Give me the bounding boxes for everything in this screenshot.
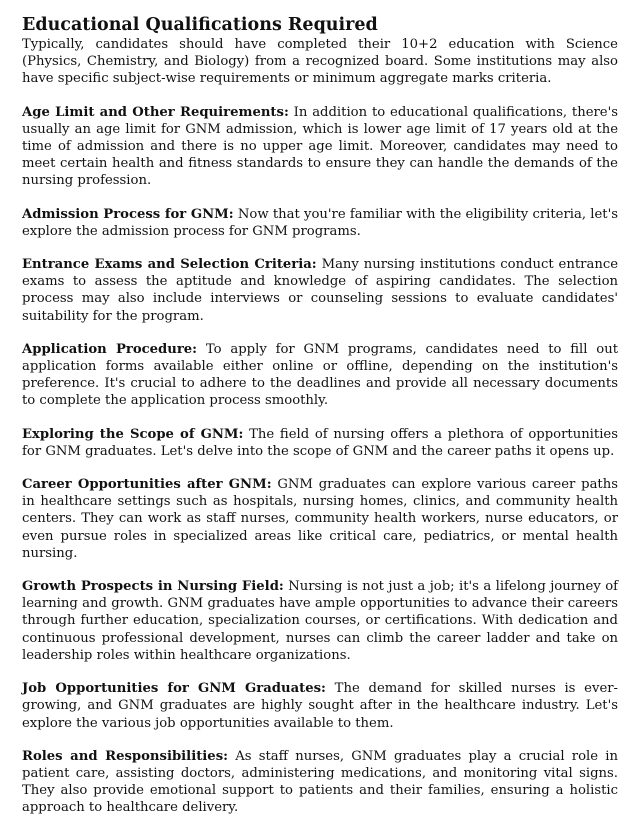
paragraph-heading: Roles and Responsibilities: [22, 748, 228, 764]
paragraph-heading: Job Opportunities for GNM Graduates: [22, 681, 326, 697]
paragraph-educational-qualifications [22, 36, 618, 88]
paragraph-growth-prospects [22, 578, 618, 664]
paragraph-age-limit [22, 104, 618, 190]
paragraph-heading: Career Opportunities after GNM: [22, 477, 272, 493]
paragraph-text: Now that you're familiar with the eligibility criteria, let's explore the admission process for GNM programs. [22, 206, 618, 239]
paragraph-scope-of-gnm [22, 426, 618, 460]
paragraph-job-opportunities [22, 680, 618, 732]
paragraph-text: The demand for skilled nurses is ever-growing, and GNM graduates are highly sought after in the healthcare industry. Let's explore the various job opportunities available to them. [22, 681, 619, 731]
paragraph-roles-responsibilities [22, 748, 618, 817]
paragraph-application-procedure [22, 341, 618, 410]
paragraph-text: As staff nurses, GNM graduates play a crucial role in patient care, assisting doctors, administering medications, and monitoring vital signs. They also provide emotional support to patients and their families, ensuring a holistic approach to healthcare delivery. [22, 748, 618, 816]
paragraph-text: GNM graduates can explore various career paths in healthcare settings such as hospitals, nursing homes, clinics, and community health centers. They can work as staff nurses, community health workers, nurse educators, or even pursue roles in specialized areas like critical care, pediatrics, or mental health nursing. [22, 477, 618, 561]
paragraph-text: Many nursing institutions conduct entrance exams to assess the aptitude and knowledge of aspiring candidates. The selection process may also include interviews or counseling sessions to evaluate candidates' suitability for the program. [22, 257, 619, 324]
paragraph-text: To apply for GNM programs, candidates need to fill out application forms available either online or offline, depending on the institution's preference. It's crucial to adhere to the deadlines and provide all necessary documents to complete the application process smoothly. [22, 341, 618, 409]
paragraph-heading: Age Limit and Other Requirements: [22, 104, 289, 120]
paragraph-heading: Entrance Exams and Selection Criteria: [22, 257, 317, 273]
paragraph-text: Typically, candidates should have completed their 10+2 education with Science (Physics, Chemistry, and Biology) from a recognized board. Some institutions may also have specific subject-wise requirements or minimum aggregate marks criteria. [22, 37, 618, 87]
paragraph-entrance-exams [22, 256, 618, 325]
paragraph-text: In addition to educational qualifications, there's usually an age limit for GNM admission, which is lower age limit of 17 years old at the time of admission and there is no upper age limit. Moreover, candidates may need to meet certain health and fitness standards to ensure they can handle the demands of the nursing profession. [22, 104, 618, 189]
page-title: Educational Qualifications Required [22, 15, 378, 35]
paragraph-heading: Admission Process for GNM: [22, 206, 234, 222]
paragraph-heading: Growth Prospects in Nursing Field: [22, 579, 284, 595]
paragraph-career-opportunities [22, 476, 618, 562]
paragraph-text: Nursing is not just a job; it's a lifelong journey of learning and growth. GNM graduates have ample opportunities to advance their careers through further education, specialization courses, or certifications. With dedication and continuous professional development, nurses can climb the career ladder and take on leadership roles within healthcare organizations. [22, 579, 619, 663]
paragraph-admission-process [22, 206, 618, 240]
paragraph-text: The field of nursing offers a plethora of opportunities for GNM graduates. Let's delve into the scope of GNM and the career paths it opens up. [22, 426, 618, 459]
paragraph-heading: Application Procedure: [22, 341, 198, 357]
paragraph-heading: Exploring the Scope of GNM: [22, 426, 244, 442]
